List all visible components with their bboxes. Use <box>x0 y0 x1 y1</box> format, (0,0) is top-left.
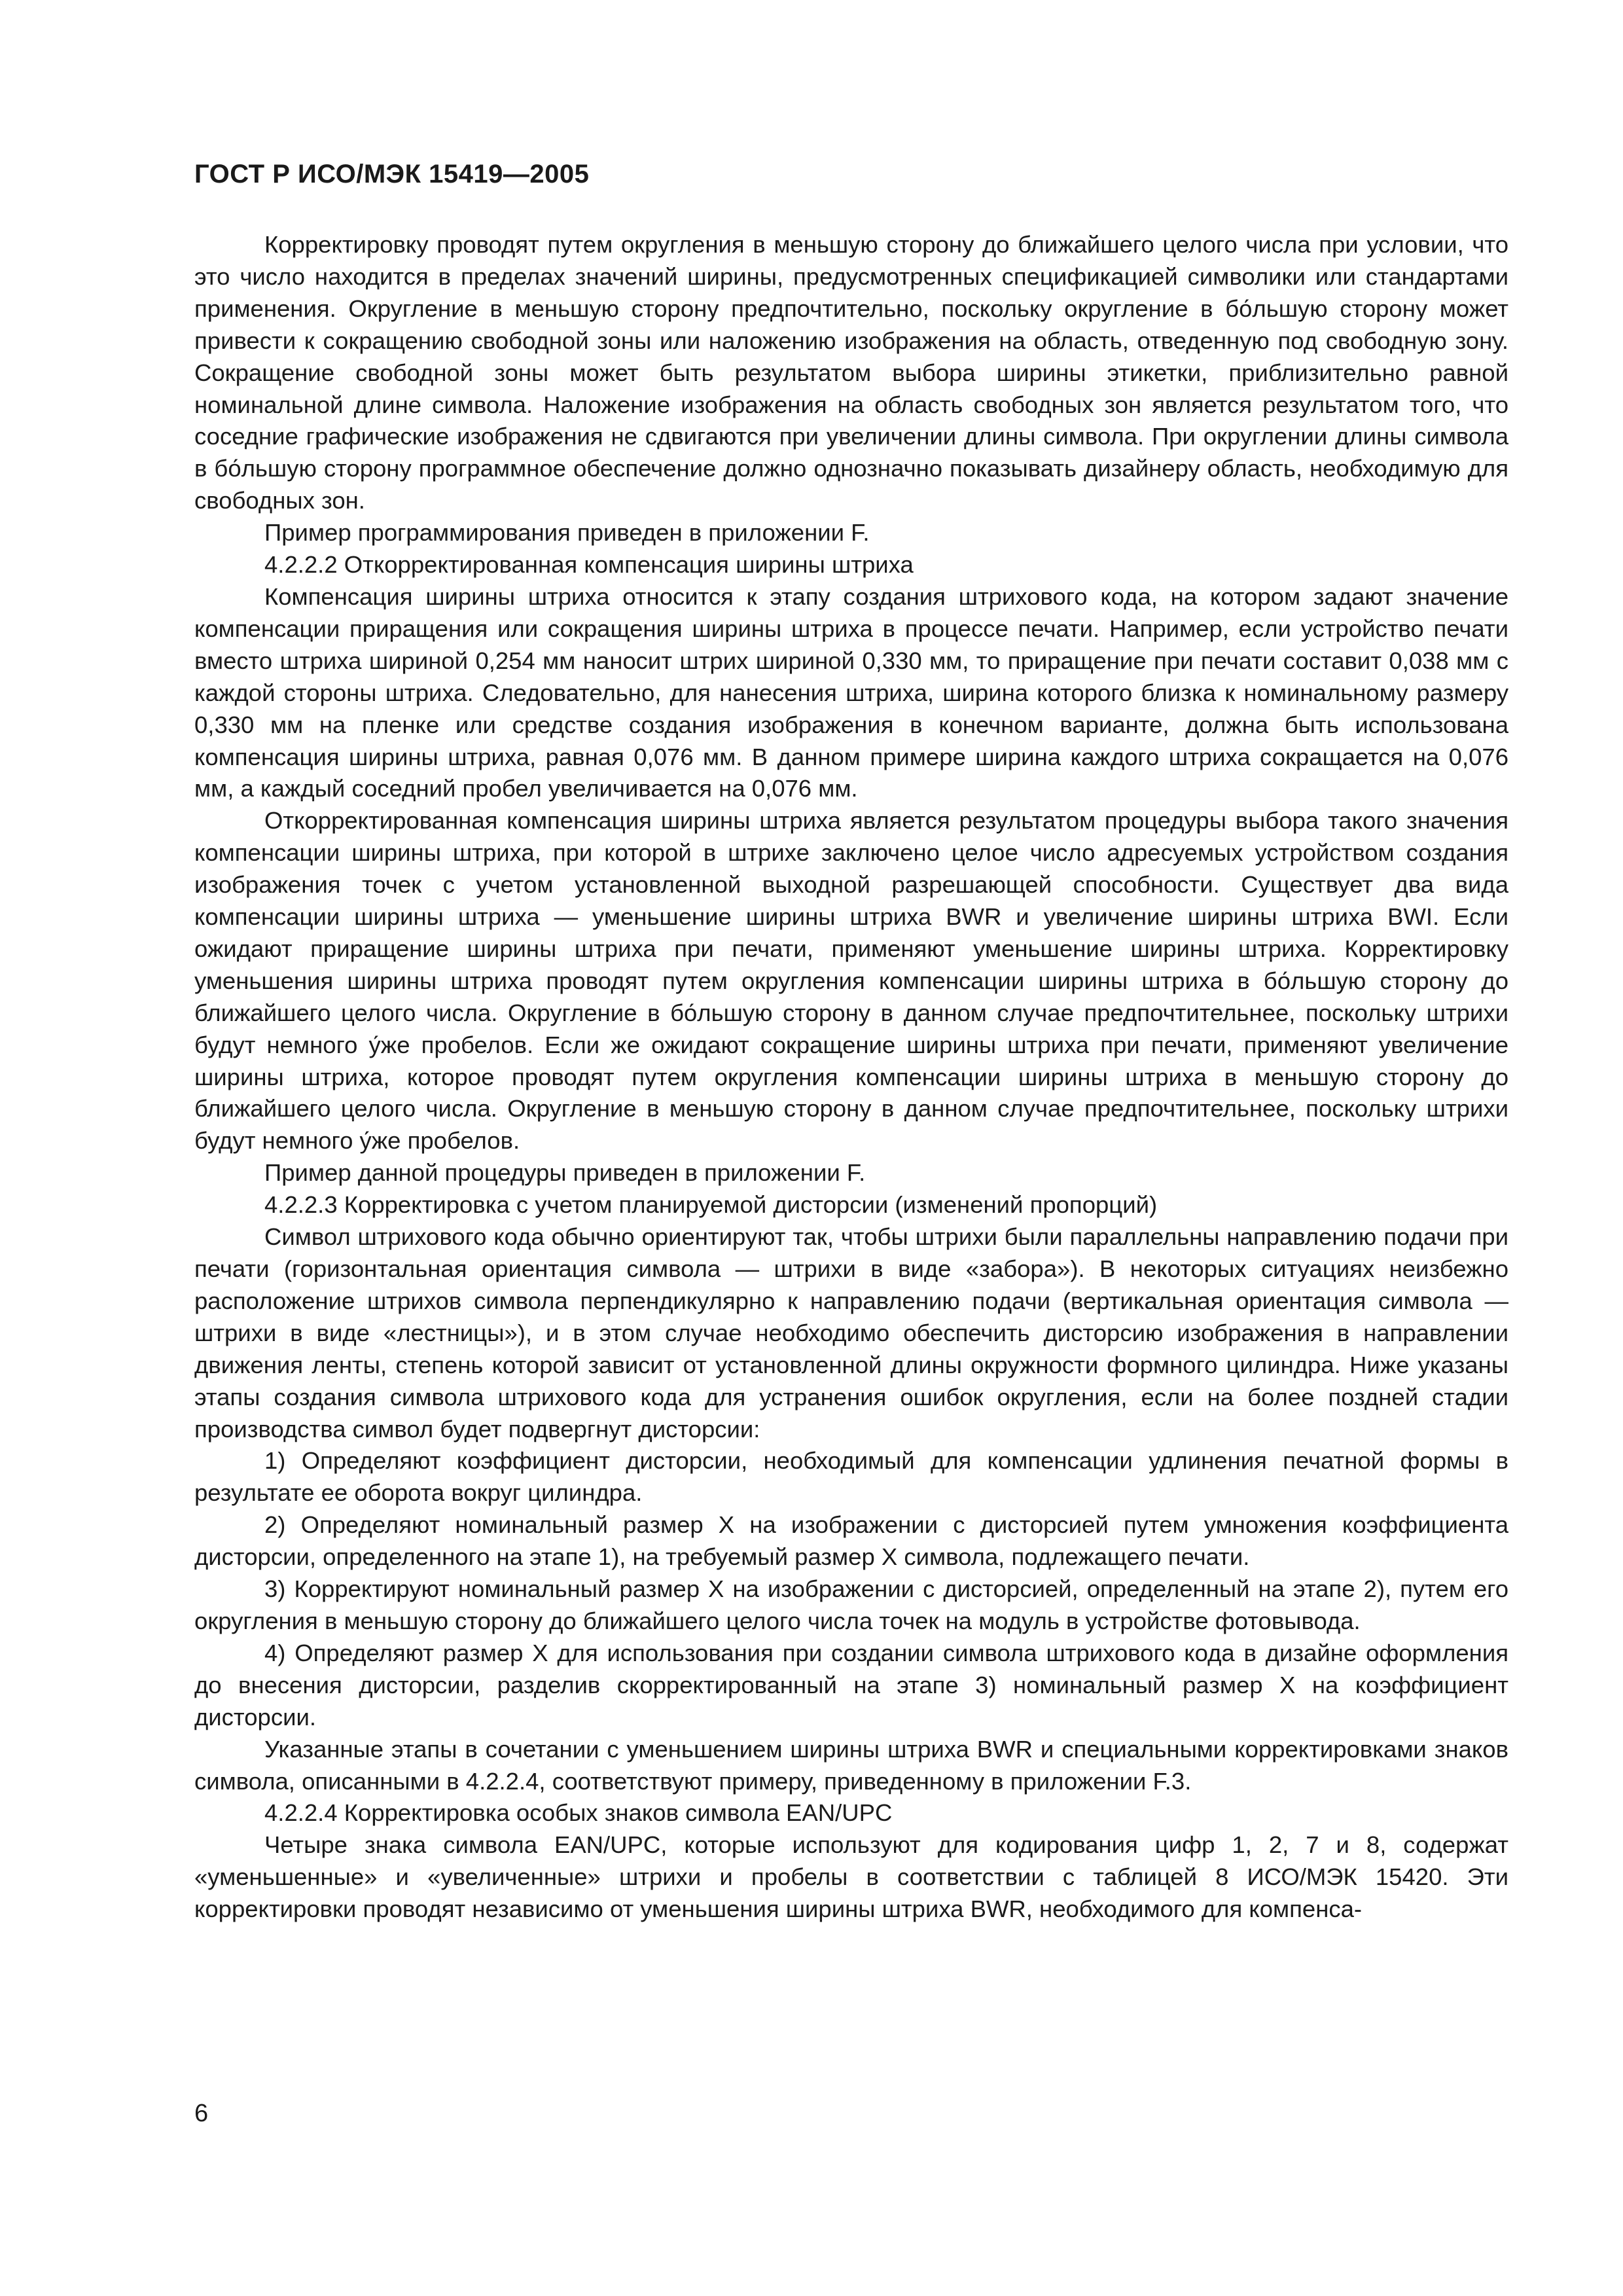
list-item-step-2: 2) Определяют номинальный размер X на изображении с дисторсией путем умножения коэффициента дисторсии, определенного на этапе 1), на требуемый размер X символа, подлежащего печати. <box>194 1511 1508 1571</box>
list-item-step-1: 1) Определяют коэффициент дисторсии, необходимый для компенсации удлинения печатной формы в результате ее оборота вокруг цилиндра. <box>194 1447 1508 1507</box>
document-header: ГОСТ Р ИСО/МЭК 15419—2005 <box>194 160 590 188</box>
paragraph-steps-summary: Указанные этапы в сочетании с уменьшением ширины штриха BWR и специальными корректировками знаков символа, описанными в 4.2.2.4, соответствуют примеру, приведенному в приложении F.3. <box>194 1735 1508 1795</box>
list-item-step-3: 3) Корректируют номинальный размер X на изображении с дисторсией, определенный на этапе 2), путем его округления в меньшую сторону до ближайшего целого числа точек на модуль в устройстве фотовывода. <box>194 1575 1508 1634</box>
paragraph-bar-width-compensation: Компенсация ширины штриха относится к этапу создания штрихового кода, на котором задают значение компенсации приращения или сокращения ширины штриха в процессе печати. Например, если устройство печати вместо штриха шириной 0,254 мм наносит штрих шириной 0,330 мм, то приращение при печати составит 0,038 мм с каждой стороны штриха. Следовательно, для нанесения штриха, ширина которого близка к номинальному размеру 0,330 мм на пленке или средстве создания изображения в конечном варианте, должна быть использована компенсация ширины штриха, равная 0,076 мм. В данном примере ширина каждого штриха сокращается на 0,076 мм, а каждый соседний пробел увеличивается на 0,076 мм. <box>194 583 1508 802</box>
section-heading-4-2-2-2: 4.2.2.2 Откорректированная компенсация ширины штриха <box>264 551 914 579</box>
page-number: 6 <box>194 2100 209 2127</box>
paragraph-example-ref: Пример данной процедуры приведен в приложении F. <box>264 1159 866 1187</box>
paragraph-distortion: Символ штрихового кода обычно ориентируют так, чтобы штрихи были параллельны направлению подачи при печати (горизонтальная ориентация символа — штрихи в виде «забора»). В некоторых ситуациях неизбежно расположение штрихов символа перпендикулярно к направлению подачи (вертикальная ориентация символа — штрихи в виде «лестницы»), и в этом случае необходимо обеспечить дисторсию изображения в направлении движения ленты, степень которой зависит от установленной длины окружности формного цилиндра. Ниже указаны этапы создания символа штрихового кода для устранения ошибок округления, если на более поздней стадии производства символ будет подвергнут дисторсии: <box>194 1223 1508 1443</box>
paragraph-corrected-compensation: Откорректированная компенсация ширины штриха является результатом процедуры выбора такого значения компенсации ширины штриха, при которой в штрихе заключено целое число адресуемых устройством создания изображения точек с учетом установленной выходной разрешающей способности. Существует два вида компенсации ширины штриха — уменьшение ширины штриха BWR и увеличение ширины штриха BWI. Если ожидают приращение ширины штриха при печати, применяют уменьшение ширины штриха. Корректировку уменьшения ширины штриха проводят путем округления компенсации ширины штриха в бо́льшую сторону до ближайшего целого числа. Округление в бо́льшую сторону в данном случае предпочтительнее, поскольку штрихи будут немного у́же пробелов. Если же ожидают сокращение ширины штриха при печати, применяют увеличение ширины штриха, которое проводят путем округления компенсации ширины штриха в меньшую сторону до ближайшего целого числа. Округление в меньшую сторону в данном случае предпочтительнее, поскольку штрихи будут немного у́же пробелов. <box>194 807 1508 1155</box>
paragraph-ean-upc: Четыре знака символа EAN/UPC, которые используют для кодирования цифр 1, 2, 7 и 8, содержат «уменьшенные» и «увеличенные» штрихи и пробелы в соответствии с таблицей 8 ИСО/МЭК 15420. Эти корректировки проводят независимо от уменьшения ширины штриха BWR, необходимого для компенса- <box>194 1831 1508 1923</box>
list-item-step-4: 4) Определяют размер X для использования при создании символа штрихового кода в дизайне оформления до внесения дисторсии, разделив скорректированный на этапе 3) номинальный размер X на коэффициент дисторсии. <box>194 1639 1508 1731</box>
paragraph-example-ref: Пример программирования приведен в приложении F. <box>264 519 870 547</box>
document-body <box>194 229 1508 1926</box>
section-heading-4-2-2-4: 4.2.2.4 Корректировка особых знаков символа EAN/UPC <box>264 1799 893 1827</box>
section-heading-4-2-2-3: 4.2.2.3 Корректировка с учетом планируемой дисторсии (изменений пропорций) <box>264 1191 1158 1219</box>
paragraph-rounding: Корректировку проводят путем округления в меньшую сторону до ближайшего целого числа при условии, что это число находится в пределах значений ширины, предусмотренных спецификацией символики или стандартами применения. Округление в меньшую сторону предпочтительно, поскольку округление в бо́льшую сторону может привести к сокращению свободной зоны или наложению изображения на область, отведенную под свободную зону. Сокращение свободной зоны может быть результатом выбора ширины этикетки, приблизительно равной номинальной длине символа. Наложение изображения на область свободных зон является результатом того, что соседние графические изображения не сдвигаются при увеличении длины символа. При округлении длины символа в бо́льшую сторону программное обеспечение должно однозначно показывать дизайнеру область, необходимую для свободных зон. <box>194 231 1508 514</box>
